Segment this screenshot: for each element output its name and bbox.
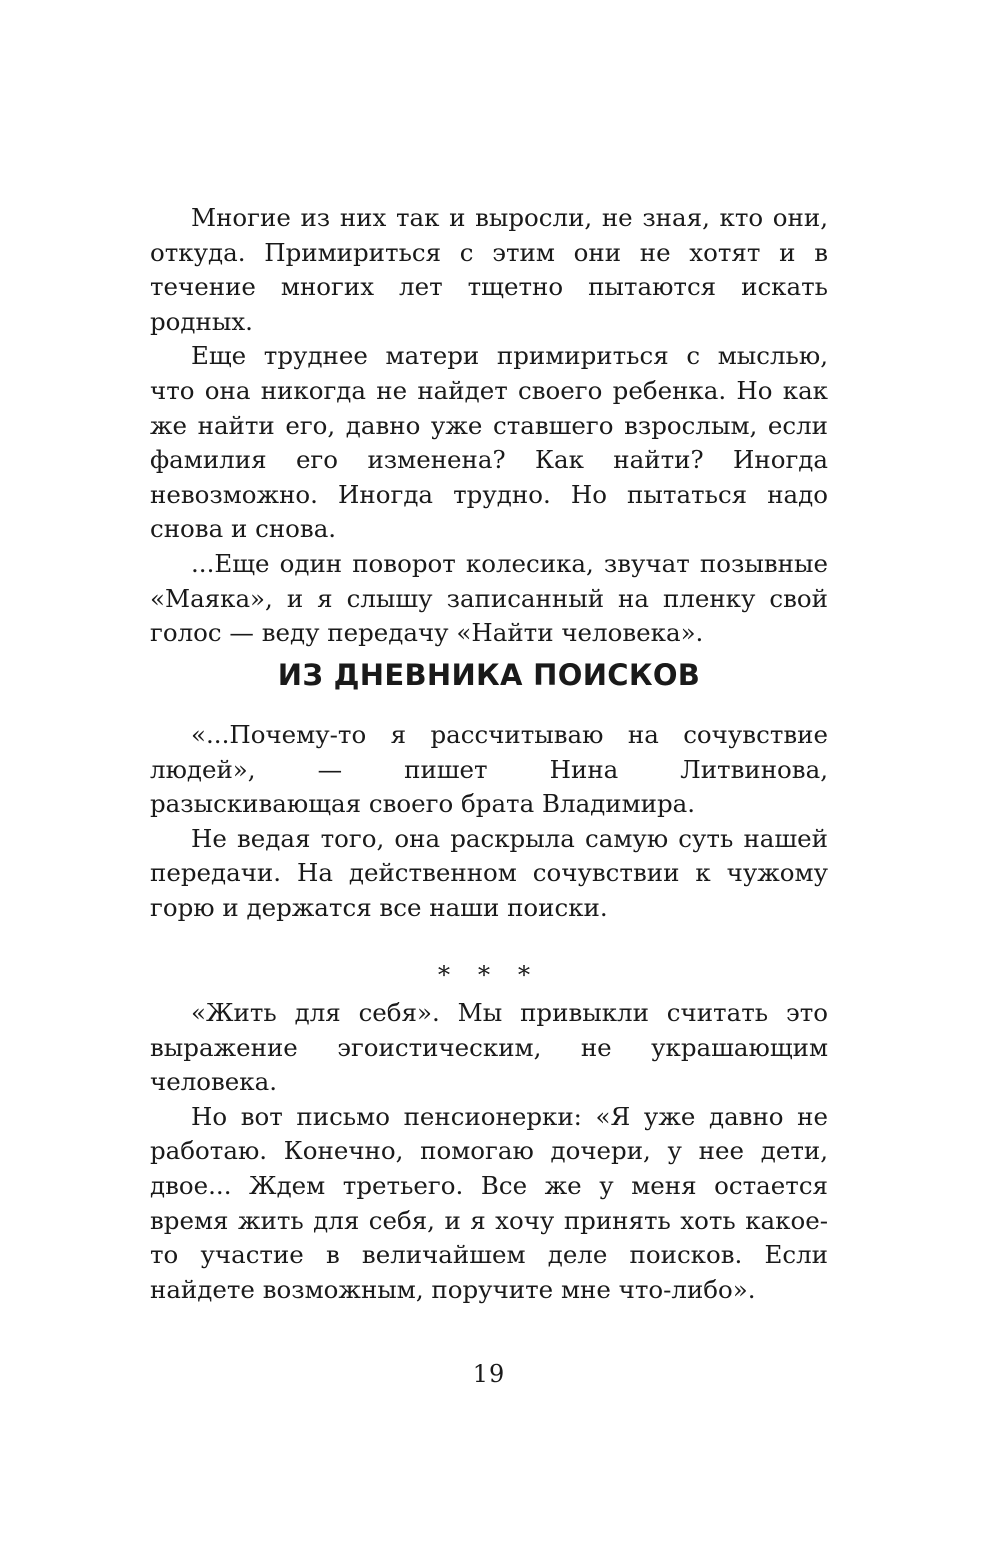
text-block-section <box>150 718 828 926</box>
paragraph: «Жить для себя». Мы привыкли считать это выражение эгоистическим, не украшающим человека. <box>150 998 828 1097</box>
paragraph: Еще труднее матери примириться с мыслью, что она никогда не найдет своего ребенка. Но как же найти его, давно уже ставшего взрослым, если фамилия его изменена? Как найти? Иногда невозможно. Иногда трудно. Но пытаться надо снова и снова. <box>150 341 828 544</box>
section-title: ИЗ ДНЕВНИКА ПОИСКОВ <box>277 658 701 692</box>
paragraph: Не ведая того, она раскрыла самую суть нашей передачи. На действенном сочувствии к чужому горю и держатся все наши поиски. <box>150 823 828 922</box>
text-block-letter <box>150 996 828 1307</box>
page-number: 19 <box>472 1360 506 1388</box>
paragraph: «...Почему-то я рассчитываю на сочувствие людей», — пишет Нина Литвинова, разыскивающая своего брата Владимира. <box>150 720 828 819</box>
paragraph: Но вот письмо пенсионерки: «Я уже давно не работаю. Конечно, помогаю дочери, у нее дети, двое... Ждем третьего. Все же у меня остается время жить для себя, и я хочу принять хоть какое-то участие в величайшем деле поисков. Если найдете возможным, поручите мне что-либо». <box>150 1101 828 1304</box>
paragraph: ...Еще один поворот колесика, звучат позывные «Маяка», и я слышу записанный на пленку свой голос — веду передачу «Найти человека». <box>150 548 828 648</box>
asterism-separator: * * * <box>437 960 541 989</box>
text-block-intro <box>150 201 828 651</box>
paragraph: Многие из них так и выросли, не зная, кто они, откуда. Примириться с этим они не хотят и в течение многих лет тщетно пытаются искать родных. <box>150 203 828 336</box>
